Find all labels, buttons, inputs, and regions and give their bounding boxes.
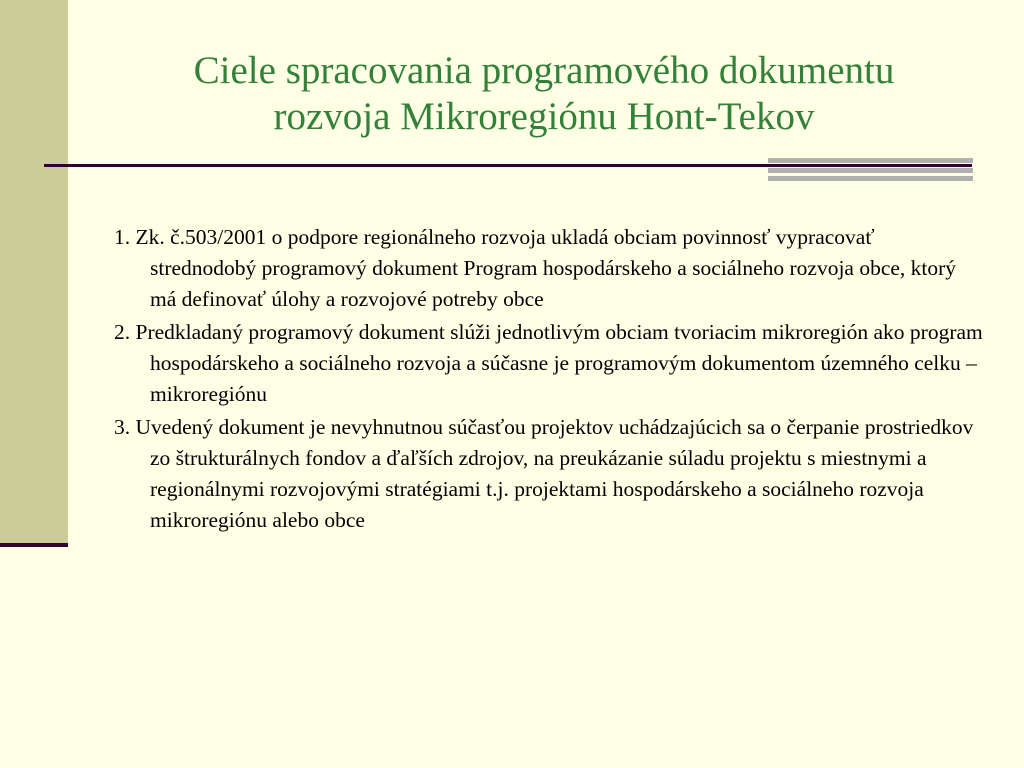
left-decorative-bar <box>0 0 68 543</box>
slide-title-line-2: rozvoja Mikroregiónu Hont-Tekov <box>273 95 815 138</box>
slide-title-line-1: Ciele spracovania programového dokumentu <box>193 49 895 92</box>
title-divider <box>44 164 972 167</box>
list-item-1: 1. Zk. č.503/2001 o podpore regionálneho rozvoja ukladá obciam povinnosť vypracovať strednodobý programový dokument Program hospodárskeho a sociálneho rozvoja obce, ktorý má definovať úlohy a rozvojové potreby obce <box>114 225 957 311</box>
slide-title <box>90 48 998 140</box>
accent-bar <box>768 168 973 173</box>
left-bar-rule <box>0 543 68 547</box>
list-item-3: 3. Uvedený dokument je nevyhnutnou súčasťou projektov uchádzajúcich sa o čerpanie prostriedkov zo štrukturálnych fondov a ďaľších zdrojov, na preukázanie súladu projektu s miestnymi a regionálnymi rozvojovými stratégiami t.j. projektami hospodárskeho a sociálneho rozvoja mikroregiónu alebo obce <box>114 415 974 532</box>
list-item-2: 2. Predkladaný programový dokument slúži jednotlivým obciam tvoriacim mikroregión ako program hospodárskeho a sociálneho rozvoja a súčasne je programovým dokumentom územného celku – mikroregiónu <box>114 320 983 406</box>
accent-bar <box>768 158 973 163</box>
slide-body <box>114 222 984 538</box>
accent-bar <box>768 176 973 181</box>
